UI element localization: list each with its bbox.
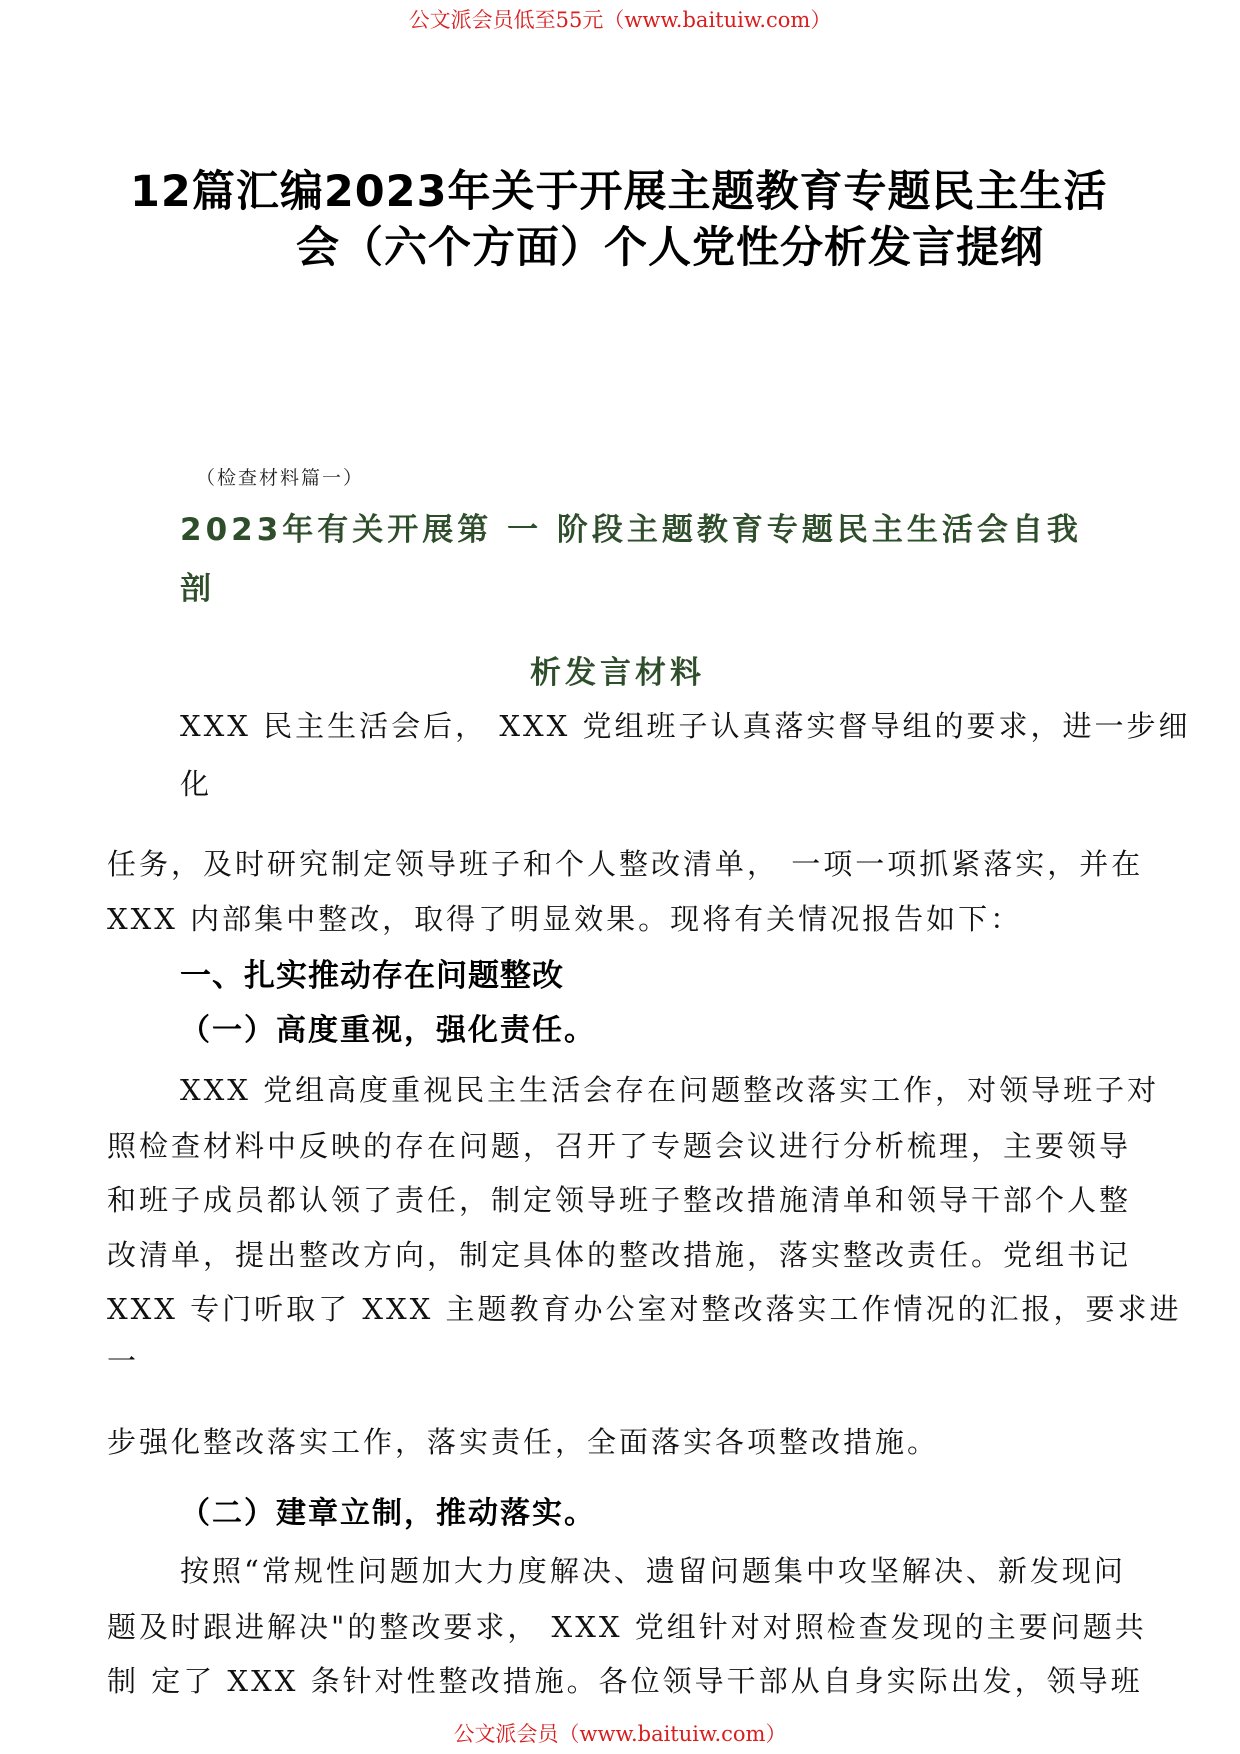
- body-line-11: 步强化整改落实工作，落实责任，全面落实各项整改措施。: [107, 1425, 940, 1459]
- body-line-5: XXX 党组高度重视民主生活会存在问题整改落实工作，对领导班子对: [180, 1073, 1160, 1107]
- body-line-13: 题及时跟进解决"的整改要求， XXX 党组针对对照检查发现的主要问题共: [107, 1610, 1147, 1644]
- sub-title-line-2: 剖: [180, 571, 215, 607]
- subsection-heading-1: （一）高度重视，强化责任。: [180, 1013, 596, 1048]
- body-line-14: 制 定了 XXX 条针对性整改措施。各位领导干部从自身实际出发，领导班: [107, 1664, 1143, 1698]
- body-line-12: 按照“常规性问题加大力度解决、遗留问题集中攻坚解决、新发现问: [180, 1554, 1126, 1588]
- body-line-10: 一: [107, 1344, 140, 1378]
- body-line-2: 化: [180, 767, 213, 801]
- body-line-4: XXX 内部集中整改，取得了明显效果。现将有关情况报告如下：: [107, 902, 1023, 936]
- sub-title-line-3: 析发言材料: [530, 655, 705, 691]
- top-banner: 公文派会员低至55元（www.baituiw.com）: [408, 8, 832, 32]
- document-title-line-1: 12篇汇编2023年关于开展主题教育专题民主生活: [130, 167, 1108, 217]
- body-line-8: 改清单，提出整改方向，制定具体的整改措施，落实整改责任。党组书记: [107, 1238, 1132, 1272]
- section-heading-1: 一、扎实推动存在问题整改: [180, 958, 564, 994]
- body-line-1: XXX 民主生活会后， XXX 党组班子认真落实督导组的要求，进一步细: [180, 709, 1191, 743]
- subsection-heading-2: （二）建章立制，推动落实。: [180, 1496, 596, 1531]
- body-line-3: 任务，及时研究制定领导班子和个人整改清单， 一项一项抓紧落实，并在: [107, 847, 1144, 881]
- body-line-9: XXX 专门听取了 XXX 主题教育办公室对整改落实工作情况的汇报，要求进: [107, 1292, 1182, 1326]
- body-line-6: 照检查材料中反映的存在问题，召开了专题会议进行分析梳理，主要领导: [107, 1129, 1132, 1163]
- section-tag: （检查材料篇一）: [196, 467, 365, 489]
- bottom-banner: 公文派会员（www.baituiw.com）: [453, 1722, 787, 1746]
- body-line-7: 和班子成员都认领了责任，制定领导班子整改措施清单和领导干部个人整: [107, 1183, 1132, 1217]
- document-title-line-2: 会（六个方面）个人党性分析发言提纲: [296, 223, 1044, 273]
- sub-title-line-1: 2023年有关开展第 一 阶段主题教育专题民主生活会自我: [180, 512, 1082, 548]
